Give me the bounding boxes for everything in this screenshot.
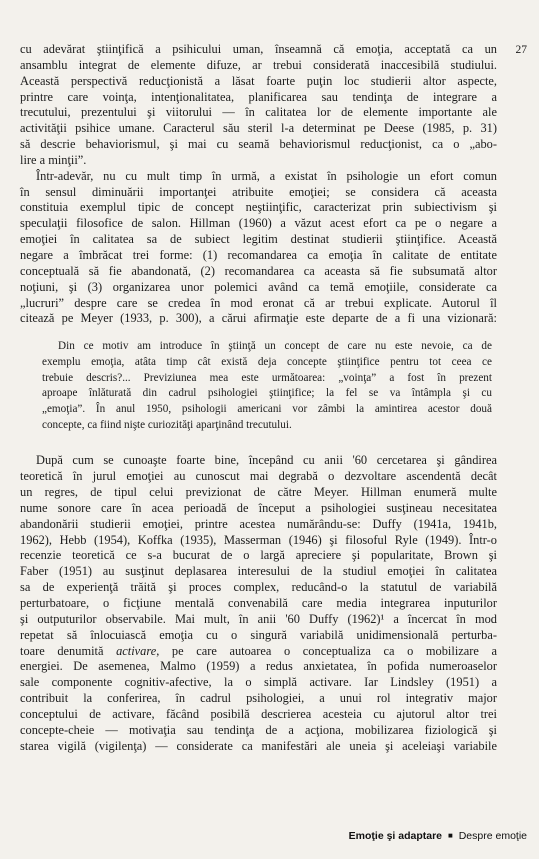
text-line: trecutului, prezentului şi viitorului — în calitatea lor de elemente importante ale	[20, 105, 497, 120]
text-line: sale componente cognitiv-afective, la o simplă activare. Iar Lindsley (1951) a	[20, 675, 497, 690]
text-line: speculaţii filosofice de salon. Hillman (1960) a văzut acest efort ca pe o negare a	[20, 216, 497, 231]
text-line: 1962), Hebb (1954), Koffka (1935), Masserman (1946) şi filosoful Ryle (1949). Într-o	[20, 532, 497, 547]
paragraph-2	[20, 169, 497, 327]
footer-book-title: Emoţie şi adaptare	[348, 830, 443, 842]
text-line: şi outputurilor observabile. Mai mult, în anii '60 Duffy (1962)¹ a încercat în mod	[20, 611, 497, 626]
body-text	[20, 42, 497, 754]
text-line: concepte-cheie — motivaţia sau tendinţa de a acţiona, mobilizarea fiziologică şi	[20, 722, 497, 737]
quote-line: exemplu emoţia, atâta timp cât există deja concepte ştiinţifice pentru tot ceea ce	[42, 355, 492, 368]
text-line: abandonării studierii emoţiei, printre acestea numărându-se: Duffy (1941a, 1941b,	[20, 516, 497, 531]
text-line: contribuit la conferirea, în cadrul psihologiei, a unui rol integrativ major	[20, 691, 497, 706]
block-quote	[42, 339, 492, 433]
quote-line: aproape înlăturată din cadrul psihologiei ştiinţifice; la fel se va întâmpla şi cu	[42, 387, 492, 400]
text-line: „lucruri” despre care se credea în mod eronat că ar trebui explicate. Autorul îl	[20, 295, 497, 310]
paragraph-1	[20, 42, 497, 169]
text-line: perturbatoare, o ficţiune mentală convenabilă care media integrarea inputurilor	[20, 596, 497, 610]
text-line: Într-adevăr, nu cu mult timp în urmă, a existat în psihologie un efort comun	[36, 168, 497, 183]
page-number: 27	[515, 44, 527, 56]
text-line: noţiuni, şi (3) organizarea unor polemici având ca temă emoţiile, considerate ca	[20, 279, 497, 294]
text-line: recenzie teoretică ce s-a bucurat de o largă apreciere şi popularitate, Brown şi	[20, 548, 497, 563]
running-footer	[349, 830, 527, 842]
text-line: ansamblu integrat de elemente difuze, ar trebui considerată inaccesibilă studiului.	[20, 57, 497, 72]
text-line: Faber (1951) au susţinut deplasarea interesului de la studiul emoţiei în calitatea	[20, 564, 497, 579]
quote-line: „emoţia”. În anul 1950, psihologii americani vor zâmbi la amintirea acestor două	[42, 403, 492, 415]
text-line: toare denumită activare, pe care autoarea o conceptualiza ca o mobilizare a	[20, 643, 497, 658]
text-line: conceptului de activare, făcând posibilă descrierea acesteia cu ajutorul altor trei	[20, 706, 497, 721]
text-line: După cum se cunoaşte foarte bine, începând cu anii '60 cercetarea şi gândirea	[36, 453, 497, 468]
text-line: să descrie behaviorismul, şi mai cu seamă behaviorismul reducţionist, ca o „abo-	[20, 137, 497, 152]
text-line: energiei. De asemenea, Malmo (1959) a redus anxietatea, în pofida numeroaselor	[20, 659, 497, 674]
text-line: citează pe Meyer (1933, p. 300), a cărui afirmaţie este departe de a fi una vizionară:	[20, 311, 497, 326]
text-line: teoretică în jurul emoţiei au cunoscut mai degrabă o dezvoltare ascendentă decât	[20, 469, 497, 484]
quote-line: Din ce motiv am introduce în ştiinţă un concept de care nu este nevoie, ca de	[58, 340, 492, 353]
text-line: starea vigilă (vigilenţa) — considerate ca manifestări ale uneia şi aceleiaşi variabile	[20, 738, 497, 753]
text-line: constituia exemplul tipic de concept neştiinţific, caracterizat prin subiectivism şi	[20, 200, 497, 215]
text-line: în sensul diminuării importanţei atribuite emoţiei; se considera că aceasta	[20, 184, 497, 199]
text-line: lire a minţii”.	[20, 152, 87, 167]
quote-line: trebuie descris?... Previziunea mea este următoarea: „voinţa” a fost în prezent	[42, 371, 492, 384]
text-line: activităţii psihice umane. Caracterul său steril l-a determinat pe Deese (1985, p. 31)	[20, 121, 497, 136]
text-line: conceptuală să fie abandonată, (2) recomandarea ca aceasta să fie subsumată altor	[20, 263, 497, 278]
quote-line: concepte, ca fiind nişte curiozităţi aparţinând trecutului.	[42, 418, 292, 431]
paragraph-3	[20, 453, 497, 754]
text-line: repetat să înlocuiască emoţia cu o singură variabilă unidimensională perturba-	[20, 627, 497, 642]
text-line: sa de experienţă trăită şi proces complex, reducând-o la statutul de variabilă	[20, 580, 497, 595]
footer-section-title: Despre emoţie	[458, 830, 527, 842]
text-line: negare a îmbrăcat trei forme: (1) recomandarea ca emoţia în calitate de entitate	[20, 247, 497, 262]
text-line: nume sonore care în acea perioadă de început a psihologiei susţineau necesitatea	[20, 500, 497, 515]
text-line: emoţiei în calitatea sa de subiect legitim destinat studierii ştiinţifice. Această	[20, 232, 497, 247]
text-line: cu adevărat ştiinţifică a psihicului uman, înseamnă că emoţia, acceptată ca un	[20, 42, 497, 56]
text-line: printre care voinţa, intenţionalitatea, planificarea sau tendinţa de integrare a	[20, 89, 497, 104]
footer-separator-icon: ■	[447, 831, 453, 840]
text-line: un regres, de tipul celui previzionat de către Meyer. Hillman enumeră multe	[20, 485, 497, 500]
text-line: Această perspectivă reducţionistă a lăsat foarte puţin loc studierii altor aspecte,	[20, 73, 497, 88]
